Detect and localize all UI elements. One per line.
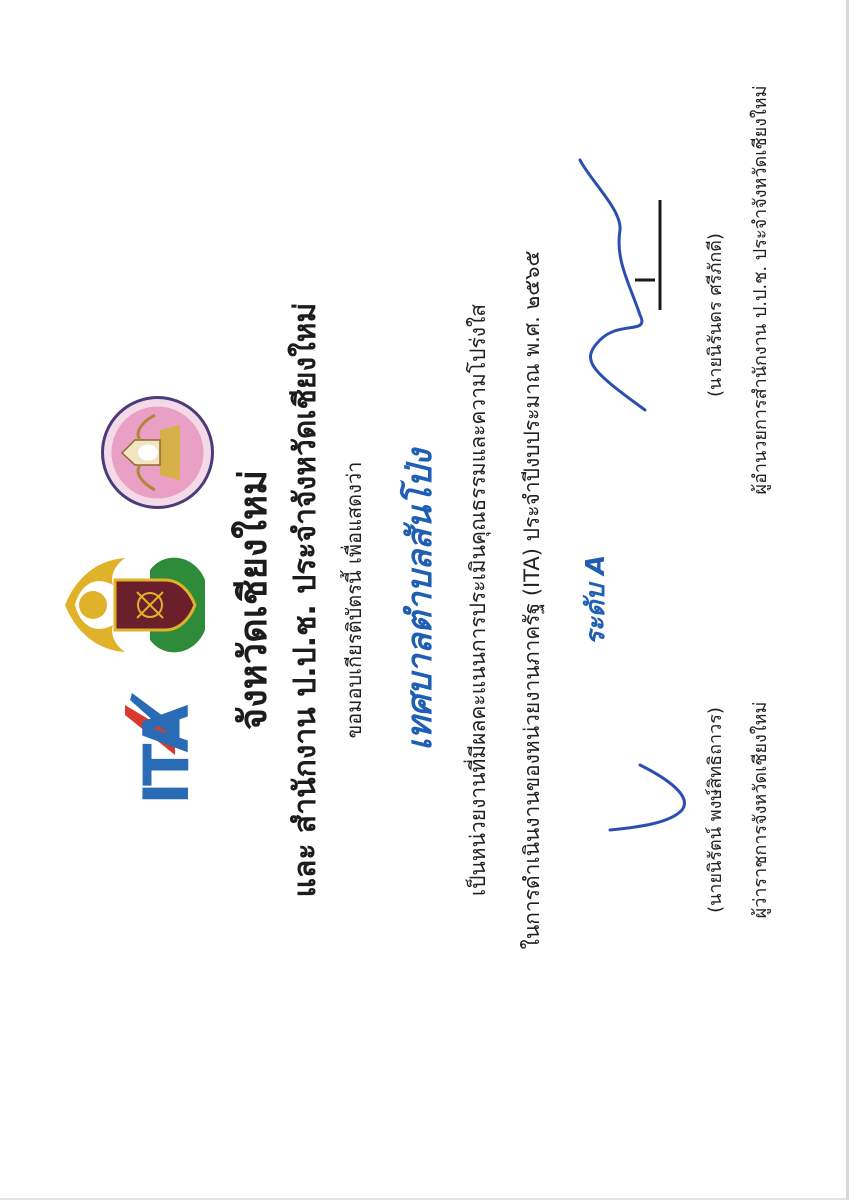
certificate-title: จังหวัดเชียงใหม่: [231, 469, 275, 731]
signature-left: [600, 695, 710, 945]
ita-level: ระดับ A: [581, 554, 611, 646]
ita-logo-text: ITA: [130, 708, 203, 805]
signature-right: [560, 150, 670, 430]
certificate-issuer: และ สำนักงาน ป.ป.ช. ประจำจังหวัดเชียงใหม่: [288, 302, 323, 898]
certificate-body-line-1: เป็นหน่วยงานที่มีผลคะแนนการประเมินคุณธรรมและความโปร่งใส: [466, 303, 490, 897]
chiangmai-seal-icon: [100, 395, 215, 510]
signatory-right-name: (นายนิรันดร ศรีภักดี): [705, 233, 726, 397]
signatory-left-position: ผู้ว่าราชการจังหวัดเชียงใหม่: [750, 701, 771, 919]
ita-logo: [120, 685, 203, 805]
provincial-emblem-icon: [55, 540, 215, 670]
certificate-intro: ขอมอบเกียรติบัตรนี้ เพื่อแสดงว่า: [342, 461, 366, 739]
signatory-left-name: (นายนิรัตน์ พงษ์สิทธิถาวร): [705, 707, 726, 913]
signatory-right-position: ผู้อำนวยการสำนักงาน ป.ป.ช. ประจำจังหวัดเชียงใหม่: [750, 85, 771, 495]
certificate-body-line-2: ในการดำเนินงานของหน่วยงานภาครัฐ (ITA) ประจำปีงบประมาณ พ.ศ. ๒๕๖๕: [520, 250, 544, 950]
recipient-name: เทศบาลตำบลสันโป่ง: [400, 449, 440, 751]
